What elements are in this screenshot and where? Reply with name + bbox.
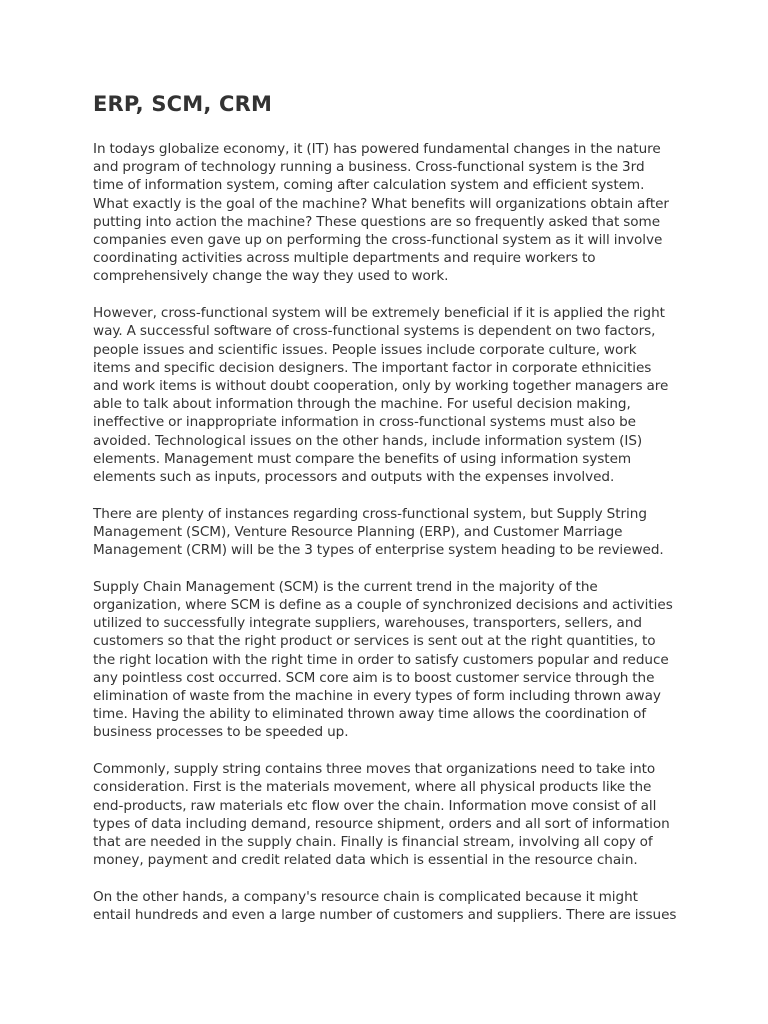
paragraph-5: Commonly, supply string contains three moves that organizations need to take into consideration. First is the materials movement, where all physical products like the end-products, raw materials etc flow over the chain. Information move consist of all types of data including demand, resource shipment, orders and all sort of information that are needed in the supply chain. Finally is financial stream, involving all copy of money, payment and credit related data which is essential in the resource chain. (93, 761, 670, 869)
document-title: ERP, SCM, CRM (93, 92, 273, 116)
document-body (93, 88, 677, 943)
paragraph-4: Supply Chain Management (SCM) is the current trend in the majority of the organization, where SCM is define as a couple of synchronized decisions and activities utilized to successfully integrate suppliers, warehouses, transporters, sellers, and customers so that the right product or services is sent out at the right quantities, to the right location with the right time in order to satisfy customers popular and reduce any pointless cost occurred. SCM core aim is to boost customer service through the elimination of waste from the machine in every types of form including thrown away time. Having the ability to eliminated thrown away time allows the coordination of business processes to be speeded up. (93, 578, 673, 741)
paragraph-2: However, cross-functional system will be extremely beneficial if it is applied the right way. A successful software of cross-functional systems is dependent on two factors, people issues and scientific issues. People issues include corporate culture, work items and specific decision designers. The important factor in corporate ethnicities and work items is without doubt cooperation, only by working together managers are able to talk about information through the machine. For useful decision making, ineffective or inappropriate information in cross-functional systems must also be avoided. Technological issues on the other hands, include information system (IS) elements. Management must compare the benefits of using information system elements such as inputs, processors and outputs with the expenses involved. (93, 305, 669, 485)
paragraph-6: On the other hands, a company's resource chain is complicated because it might entail hundreds and even a large number of customers and suppliers. There are issues (93, 888, 677, 924)
paragraph-3: There are plenty of instances regarding cross-functional system, but Supply String Management (SCM), Venture Resource Planning (ERP), and Customer Marriage Management (CRM) will be the 3 types of enterprise system heading to be reviewed. (93, 505, 664, 559)
paragraph-1: In todays globalize economy, it (IT) has powered fundamental changes in the nature and program of technology running a business. Cross-functional system is the 3rd time of information system, coming after calculation system and efficient system. What exactly is the goal of the machine? What benefits will organizations obtain after putting into action the machine? These questions are so frequently asked that some companies even gave up on performing the cross-functional system as it will involve coordinating activities across multiple departments and require workers to comprehensively change the way they used to work. (93, 141, 669, 285)
